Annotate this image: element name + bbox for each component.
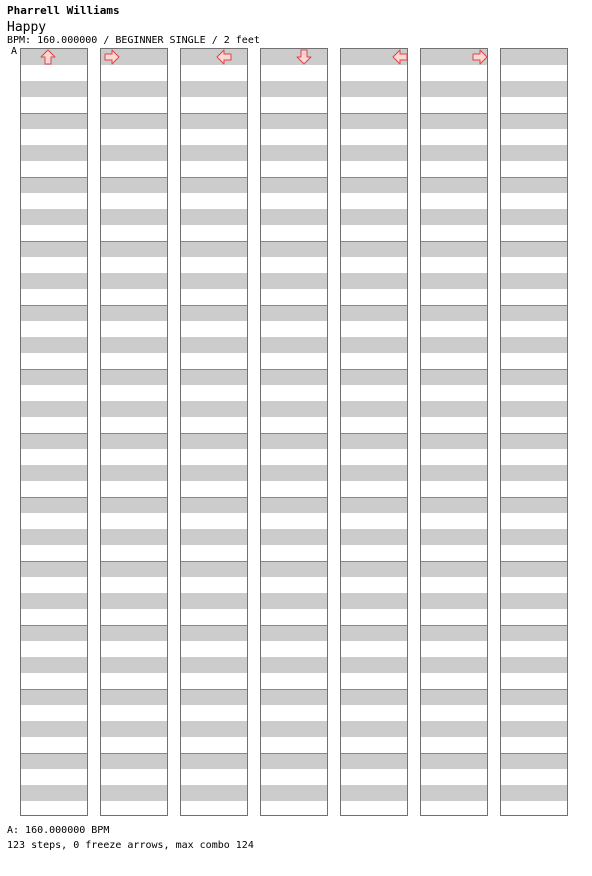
beat-stripe [341,401,407,417]
beat-stripe [501,209,567,225]
measure-line [421,369,487,370]
beat-stripe [341,689,407,705]
beat-stripe [501,625,567,641]
beat-stripe [181,657,247,673]
beat-stripe [261,177,327,193]
beat-stripe [421,657,487,673]
beat-stripe [101,465,167,481]
measure-line [181,305,247,306]
beat-stripe [101,305,167,321]
beat-stripe [181,721,247,737]
beat-stripe [341,721,407,737]
beat-stripe [501,177,567,193]
beat-stripe [421,529,487,545]
section-marker: A [11,46,18,57]
measure-line [101,753,167,754]
beat-stripe [501,433,567,449]
beat-stripe [261,465,327,481]
measure-line [101,177,167,178]
beat-stripe [501,337,567,353]
measure-line [181,369,247,370]
beat-stripe [21,785,87,801]
beat-stripe [101,625,167,641]
bpm-summary: A: 160.000000 BPM [7,825,110,836]
beat-stripe [181,465,247,481]
measure-line [21,113,87,114]
beat-stripe [181,145,247,161]
step-arrow-up [40,49,56,65]
beat-stripe [181,81,247,97]
beat-stripe [21,305,87,321]
beat-stripe [421,753,487,769]
beat-stripe [21,401,87,417]
measure-line [261,241,327,242]
measure-line [501,497,567,498]
beat-stripe [21,753,87,769]
beat-stripe [421,593,487,609]
chart-column-1 [20,48,88,816]
measure-line [501,561,567,562]
measure-line [101,305,167,306]
measure-line [101,241,167,242]
beat-stripe [421,785,487,801]
beat-stripe [341,337,407,353]
beat-stripe [181,497,247,513]
measure-line [341,561,407,562]
measure-line [501,369,567,370]
beat-stripe [421,145,487,161]
beat-stripe [261,337,327,353]
measure-line [341,433,407,434]
measure-line [101,113,167,114]
beat-stripe [501,305,567,321]
measure-line [501,177,567,178]
beat-stripe [501,273,567,289]
beat-stripe [261,369,327,385]
beat-stripe [261,497,327,513]
beat-stripe [341,209,407,225]
beat-stripe [261,657,327,673]
beat-stripe [341,81,407,97]
beat-stripe [181,177,247,193]
beat-stripe [181,369,247,385]
beat-stripe [421,81,487,97]
beat-stripe [21,433,87,449]
artist-name: Pharrell Williams [7,4,120,17]
beat-stripe [181,209,247,225]
beat-stripe [341,273,407,289]
measure-line [421,433,487,434]
step-arrow-down [296,49,312,65]
beat-stripe [21,81,87,97]
measure-line [501,753,567,754]
beat-stripe [101,209,167,225]
beat-stripe [421,401,487,417]
beat-stripe [341,657,407,673]
measure-line [341,689,407,690]
beat-stripe [181,241,247,257]
beat-stripe [501,369,567,385]
beat-stripe [421,721,487,737]
chart-info: BPM: 160.000000 / BEGINNER SINGLE / 2 feet [7,35,260,46]
measure-line [21,689,87,690]
beat-stripe [181,561,247,577]
beat-stripe [101,401,167,417]
beat-stripe [341,529,407,545]
measure-line [21,433,87,434]
beat-stripe [21,145,87,161]
beat-stripe [101,529,167,545]
measure-line [181,241,247,242]
beat-stripe [101,753,167,769]
measure-line [421,625,487,626]
beat-stripe [101,561,167,577]
measure-line [341,241,407,242]
beat-stripe [261,625,327,641]
measure-line [181,625,247,626]
beat-stripe [101,241,167,257]
beat-stripe [21,721,87,737]
beat-stripe [101,785,167,801]
measure-line [101,433,167,434]
measure-line [21,369,87,370]
beat-stripe [421,113,487,129]
beat-stripe [21,337,87,353]
measure-line [21,625,87,626]
beat-stripe [341,625,407,641]
beat-stripe [181,785,247,801]
beat-stripe [261,529,327,545]
beat-stripe [261,49,327,65]
measure-line [101,561,167,562]
beat-stripe [501,657,567,673]
measure-line [421,689,487,690]
beat-stripe [341,497,407,513]
beat-stripe [341,433,407,449]
step-arrow-left [216,49,232,65]
beat-stripe [101,369,167,385]
beat-stripe [501,241,567,257]
measure-line [261,753,327,754]
beat-stripe [261,113,327,129]
measure-line [261,177,327,178]
measure-line [421,497,487,498]
measure-line [261,433,327,434]
measure-line [181,753,247,754]
measure-line [101,497,167,498]
measure-line [261,305,327,306]
beat-stripe [101,433,167,449]
beat-stripe [421,369,487,385]
beat-stripe [341,753,407,769]
beat-stripe [261,433,327,449]
beat-stripe [181,273,247,289]
measure-line [261,369,327,370]
beat-stripe [341,561,407,577]
beat-stripe [421,177,487,193]
beat-stripe [101,81,167,97]
beat-stripe [501,689,567,705]
step-stats: 123 steps, 0 freeze arrows, max combo 124 [7,840,254,851]
measure-line [261,113,327,114]
beat-stripe [501,113,567,129]
beat-stripe [21,369,87,385]
measure-line [341,753,407,754]
beat-stripe [181,753,247,769]
beat-stripe [21,113,87,129]
beat-stripe [261,785,327,801]
beat-stripe [261,689,327,705]
measure-line [261,625,327,626]
step-arrow-left [392,49,408,65]
beat-stripe [421,273,487,289]
chart-column-3 [180,48,248,816]
chart-column-5 [340,48,408,816]
beat-stripe [341,785,407,801]
beat-stripe [181,433,247,449]
measure-line [341,305,407,306]
beat-stripe [101,593,167,609]
measure-line [101,625,167,626]
measure-line [341,177,407,178]
beat-stripe [21,209,87,225]
measure-line [181,689,247,690]
beat-stripe [421,497,487,513]
measure-line [21,241,87,242]
measure-line [21,561,87,562]
beat-stripe [501,401,567,417]
beat-stripe [21,593,87,609]
beat-stripe [101,721,167,737]
measure-line [501,625,567,626]
measure-line [421,753,487,754]
beat-stripe [261,593,327,609]
beat-stripe [421,689,487,705]
beat-stripe [501,721,567,737]
measure-line [501,113,567,114]
beat-stripe [421,625,487,641]
measure-line [261,689,327,690]
beat-stripe [101,145,167,161]
step-arrow-right [472,49,488,65]
beat-stripe [341,305,407,321]
measure-line [181,497,247,498]
beat-stripe [101,657,167,673]
beat-stripe [421,465,487,481]
beat-stripe [101,337,167,353]
measure-line [21,177,87,178]
beat-stripe [261,305,327,321]
beat-stripe [181,593,247,609]
measure-line [501,305,567,306]
measure-line [21,497,87,498]
beat-stripe [101,113,167,129]
beat-stripe [21,657,87,673]
beat-stripe [421,433,487,449]
beat-stripe [21,497,87,513]
measure-line [101,689,167,690]
beat-stripe [501,593,567,609]
beat-stripe [181,529,247,545]
beat-stripe [21,561,87,577]
chart-column-2 [100,48,168,816]
beat-stripe [501,561,567,577]
beat-stripe [421,561,487,577]
beat-stripe [261,753,327,769]
beat-stripe [21,177,87,193]
beat-stripe [261,401,327,417]
beat-stripe [341,465,407,481]
beat-stripe [501,529,567,545]
measure-line [421,241,487,242]
beat-stripe [501,465,567,481]
beat-stripe [341,113,407,129]
measure-line [501,689,567,690]
measure-line [421,305,487,306]
beat-stripe [421,241,487,257]
beat-stripe [341,177,407,193]
beat-stripe [501,753,567,769]
measure-line [341,497,407,498]
beat-stripe [181,337,247,353]
beat-stripe [261,81,327,97]
chart-column-7 [500,48,568,816]
measure-line [181,113,247,114]
beat-stripe [261,721,327,737]
beat-stripe [21,529,87,545]
beat-stripe [181,305,247,321]
beat-stripe [181,401,247,417]
beat-stripe [21,625,87,641]
song-title: Happy [7,20,47,35]
beat-stripe [421,337,487,353]
beat-stripe [341,369,407,385]
chart-column-6 [420,48,488,816]
beat-stripe [101,689,167,705]
beat-stripe [421,209,487,225]
beat-stripe [181,113,247,129]
beat-stripe [341,593,407,609]
measure-line [261,561,327,562]
measure-line [501,241,567,242]
measure-line [421,113,487,114]
beat-stripe [501,785,567,801]
measure-line [181,177,247,178]
measure-line [181,561,247,562]
measure-line [421,177,487,178]
beat-stripe [421,305,487,321]
beat-stripe [501,497,567,513]
beat-stripe [181,689,247,705]
measure-line [21,305,87,306]
measure-line [21,753,87,754]
beat-stripe [181,625,247,641]
measure-line [341,625,407,626]
beat-stripe [501,145,567,161]
beat-stripe [261,273,327,289]
measure-line [341,113,407,114]
measure-line [501,433,567,434]
beat-stripe [21,273,87,289]
beat-stripe [341,145,407,161]
measure-line [181,433,247,434]
measure-line [261,497,327,498]
measure-line [421,561,487,562]
measure-line [341,369,407,370]
beat-stripe [261,561,327,577]
beat-stripe [21,689,87,705]
step-arrow-right [104,49,120,65]
beat-stripe [261,241,327,257]
beat-stripe [501,81,567,97]
beat-stripe [181,49,247,65]
beat-stripe [21,465,87,481]
beat-stripe [501,49,567,65]
beat-stripe [21,241,87,257]
beat-stripe [101,177,167,193]
beat-stripe [101,497,167,513]
chart-column-4 [260,48,328,816]
beat-stripe [261,209,327,225]
beat-stripe [261,145,327,161]
beat-stripe [341,241,407,257]
beat-stripe [101,273,167,289]
measure-line [101,369,167,370]
